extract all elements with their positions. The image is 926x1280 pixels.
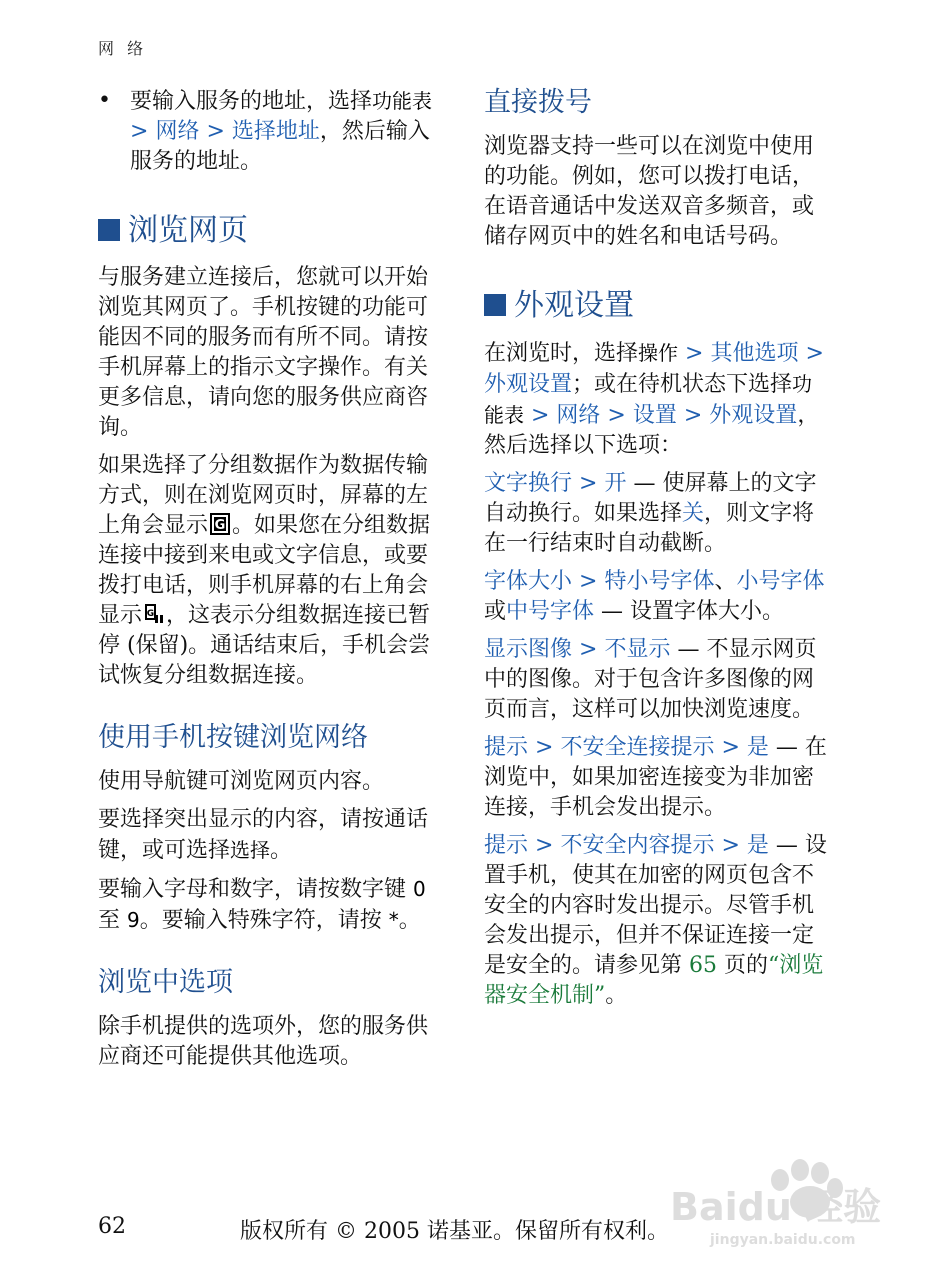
left-column <box>98 86 443 1080</box>
key-zero: 0 <box>413 877 426 901</box>
heading-browse-options: 浏览中选项 <box>98 967 233 998</box>
text-segment: 在浏览时，选择 <box>484 341 639 366</box>
bullet-text: 要输入服务的地址，选择 <box>130 89 373 114</box>
text-segment: 。 <box>270 838 293 863</box>
paragraph-browse-intro: 与服务建立连接后，您就可以开始浏览其网页了。手机按键的功能可能因不同的服务而有所不同。请按手机屏幕上的指示文字操作。有关更多信息，请向您的服务供应商咨询。 <box>98 265 429 440</box>
option-show-images <box>484 635 829 725</box>
bullet-dot: • <box>98 88 111 113</box>
link-insecure-connection-alert: 不安全连接提示 <box>560 735 715 760</box>
heading-appearance-settings <box>484 288 829 324</box>
paragraph-enter-chars <box>98 874 443 936</box>
path-separator: > <box>572 569 605 594</box>
text-segment: ，则文字将在一行结束时自动截断。 <box>484 501 815 556</box>
link-off: 关 <box>682 501 705 526</box>
text-segment: ，然后选择以下选项： <box>484 403 820 458</box>
link-network: 网络 <box>556 403 601 428</box>
link-yes: 是 <box>746 833 769 858</box>
packet-data-suspended-icon <box>144 603 164 625</box>
link-font-size: 字体大小 <box>484 569 573 594</box>
link-other-options: 其他选项 <box>710 341 799 366</box>
option-insecure-connection-alert <box>484 733 829 823</box>
cross-reference-link[interactable]: “浏览器安全机制” <box>484 953 824 1008</box>
text-segment: 。 <box>398 908 421 933</box>
path-separator: > <box>528 735 561 760</box>
link-yes: 是 <box>746 735 769 760</box>
text-segment: 要输入字母和数字，请按数字键 <box>98 877 413 902</box>
path-separator: > <box>572 471 605 496</box>
baidu-watermark <box>650 1140 890 1250</box>
text-segment: 至 <box>98 908 127 933</box>
svg-text:G: G <box>146 609 155 619</box>
text-segment: — 使屏幕上的文字自动换行。如果选择 <box>484 471 817 526</box>
text-segment: — 不显示网页中的图像。对于包含许多图像的网页而言，这样可以加快浏览速度。 <box>484 637 817 722</box>
text-segment: 。如果您在分组数据连接中接到来电或文字信息，或要拨打电话，则手机屏幕的右上角会显示 <box>98 513 431 628</box>
key-nine: 9 <box>127 908 140 932</box>
link-extra-small-font: 特小号字体 <box>604 569 715 594</box>
paragraph-packet-data <box>98 451 443 691</box>
link-network: 网络 <box>155 119 200 144</box>
path-separator: > <box>714 735 747 760</box>
link-text-wrap: 文字换行 <box>484 471 573 496</box>
paragraph-appearance-intro <box>484 338 829 461</box>
bullet-enter-address <box>98 86 443 177</box>
text-segment: 要选择突出显示的内容，请按通话键，或可选择 <box>98 807 429 863</box>
page-reference-number[interactable]: 65 <box>689 953 717 978</box>
path-separator: > <box>676 403 710 428</box>
paragraph-options: 除手机提供的选项外，您的服务供应商还可能提供其他选项。 <box>98 1014 429 1069</box>
text-segment: 或 <box>484 599 507 624</box>
text-segment: — 在浏览中，如果加密连接变为非加密连接，手机会发出提示。 <box>484 735 827 820</box>
option-font-size <box>484 567 829 627</box>
link-do-not-show: 不显示 <box>604 637 671 662</box>
link-show-images: 显示图像 <box>484 637 573 662</box>
text-segment: 页的 <box>717 953 768 978</box>
path-separator: > <box>798 341 824 366</box>
heading-square-marker <box>98 219 120 241</box>
link-on: 开 <box>604 471 627 496</box>
watermark-brand: Baidu 经验 <box>670 1185 882 1229</box>
svg-text:G: G <box>214 518 226 533</box>
page-header-section: 网 络 <box>98 39 148 58</box>
copyright-notice: 版权所有 © 2005 诺基亚。保留所有权利。 <box>240 1219 669 1244</box>
right-column <box>484 86 829 1019</box>
text-segment: ；或在待机状态下选择 <box>572 372 793 397</box>
path-separator: > <box>600 403 633 428</box>
path-separator: > <box>199 119 232 144</box>
link-select-address: 选择地址 <box>231 119 320 144</box>
heading-text: 浏览网页 <box>128 213 248 248</box>
paragraph-direct-dial: 浏览器支持一些可以在浏览中使用的功能。例如，您可以拨打电话，在语音通话中发送双音多频音，或储存网页中的姓名和电话号码。 <box>484 134 815 249</box>
option-insecure-content-alert <box>484 831 829 1011</box>
text-segment: 、 <box>714 569 737 594</box>
link-medium-font: 中号字体 <box>506 599 595 624</box>
link-insecure-content-alert: 不安全内容提示 <box>560 833 715 858</box>
link-appearance-settings: 外观设置 <box>709 403 798 428</box>
path-separator: > <box>678 341 711 366</box>
menu-keyword: 功能表 <box>372 89 433 113</box>
link-alerts: 提示 <box>484 833 529 858</box>
page-number: 62 <box>98 1214 126 1239</box>
text-segment: — 设置手机，使其在加密的网页包含不安全的内容时发出提示。尽管手机会发出提示，但并不保证连接一定是安全的。请参见第 <box>484 833 827 978</box>
option-text-wrap <box>484 469 829 559</box>
heading-direct-dial: 直接拨号 <box>484 87 592 118</box>
heading-use-keys: 使用手机按键浏览网络 <box>98 722 368 753</box>
options-keyword: 操作 <box>638 341 679 365</box>
paragraph-nav-key: 使用导航键可浏览网页内容。 <box>98 769 385 794</box>
select-keyword: 选择 <box>230 838 271 862</box>
path-separator: > <box>528 833 561 858</box>
text-segment: 如果选择了分组数据作为数据传输方式，则在浏览网页时，屏幕的左上角会显示 <box>98 453 429 538</box>
link-alerts: 提示 <box>484 735 529 760</box>
link-small-font: 小号字体 <box>736 569 825 594</box>
key-star: * <box>388 908 399 932</box>
link-appearance-settings: 外观设置 <box>484 372 573 397</box>
paragraph-select-highlight <box>98 805 443 866</box>
path-separator: > <box>130 119 156 144</box>
text-segment: 。 <box>605 983 628 1008</box>
heading-text: 外观设置 <box>514 288 634 323</box>
text-segment: 。要输入特殊字符，请按 <box>139 908 389 933</box>
path-separator: > <box>714 833 747 858</box>
text-segment: — 设置字体大小。 <box>594 599 785 624</box>
bullet-text-end: ，然后输入服务的地址。 <box>130 119 430 174</box>
path-separator: > <box>524 403 557 428</box>
watermark-url: jingyan.baidu.com <box>710 1232 856 1248</box>
heading-browse-pages <box>98 213 443 249</box>
path-separator: > <box>572 637 605 662</box>
menu-keyword: 功能表 <box>484 372 813 427</box>
heading-square-marker <box>484 294 506 316</box>
packet-data-icon <box>210 513 230 535</box>
link-settings: 设置 <box>632 403 677 428</box>
text-segment: ，这表示分组数据连接已暂停 (保留)。通话结束后，手机会尝试恢复分组数据连接。 <box>98 603 431 688</box>
